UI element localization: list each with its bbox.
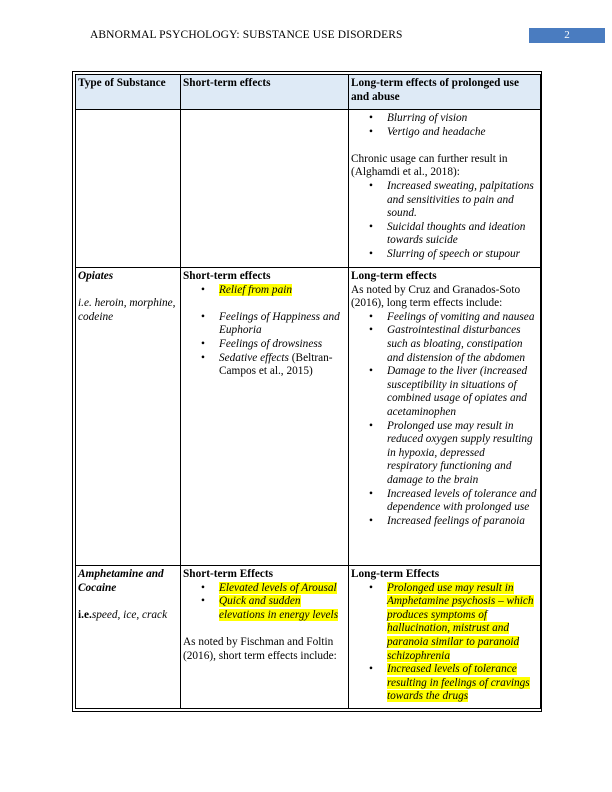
substance-cell-empty [76, 110, 181, 268]
examples-list: speed, ice, crack [91, 608, 168, 621]
short-term-note: As noted by Fischman and Foltin (2016), short term effects include: [183, 635, 337, 662]
sedative-effects-label: Sedative effects [219, 351, 289, 364]
list-item: • Increased feelings of paranoia [387, 515, 538, 529]
list-item [219, 595, 346, 622]
chronic-usage-text: Chronic usage can further result in (Alghamdi et al., 2018): [351, 152, 508, 179]
substance-name: Opiates [78, 270, 114, 282]
long-term-heading: Long-term effects [351, 270, 437, 282]
list-item: • Feelings of drowsiness [219, 338, 346, 352]
highlighted-text: Elevated levels of Arousal [219, 581, 337, 594]
substance-cell-amphetamine [76, 566, 181, 709]
highlighted-text: Quick and sudden elevations in energy levels [219, 595, 339, 621]
running-head: ABNORMAL PSYCHOLOGY: SUBSTANCE USE DISORDERS [90, 29, 403, 41]
list-item: • Increased sweating, palpitations and sensitivities to pain and sound. [387, 180, 538, 221]
list-item: • Damage to the liver (increased susceptibility in situations of combined usage of opiates and acetaminophen [387, 365, 538, 419]
list-item: • Slurring of speech or stupour [387, 248, 538, 262]
list-item: • Blurring of vision [387, 112, 538, 126]
long-term-cell-continued [349, 110, 541, 268]
list-item: • Gastrointestinal disturbances such as bloating, constipation and distension of the abdomen [387, 324, 538, 365]
table-row-continued [76, 110, 541, 268]
long-term-cell-opiates [349, 268, 541, 566]
column-header-substance: Type of Substance [76, 75, 181, 110]
short-term-heading: Short-term Effects [183, 568, 274, 580]
list-item [387, 663, 538, 704]
long-term-cell-amphetamine [349, 566, 541, 709]
long-term-heading: Long-term Effects [351, 568, 440, 580]
substance-cell-opiates [76, 268, 181, 566]
page-number: 2 [529, 28, 605, 43]
list-item: • Feelings of Happiness and Euphoria [219, 311, 346, 338]
list-item: • Vertigo and headache [387, 126, 538, 140]
short-term-cell-opiates [181, 268, 349, 566]
column-header-long-term: Long-term effects of prolonged use and abuse [349, 75, 541, 110]
table-header-row [76, 75, 541, 110]
examples-prefix: i.e. [78, 608, 92, 621]
short-term-cell-amphetamine [181, 566, 349, 709]
substance-examples [78, 609, 178, 623]
list-item [387, 582, 538, 664]
list-item: • Suicidal thoughts and ideation towards suicide [387, 221, 538, 248]
short-term-cell-empty [181, 110, 349, 268]
citation: (Beltran-Campos et al., 2015) [219, 351, 333, 378]
column-header-short-term: Short-term effects [181, 75, 349, 110]
list-item: • Feelings of vomiting and nausea [387, 311, 538, 325]
table-row-amphetamine [76, 566, 541, 709]
substance-examples: i.e. heroin, morphine, codeine [78, 297, 176, 323]
highlighted-text: Prolonged use may result in Amphetamine psychosis – which produces symptoms of hallucination, mistrust and paranoia similar to paranoid schizophrenia [387, 581, 534, 662]
table-row-opiates [76, 268, 541, 566]
highlighted-text: Relief from pain [219, 283, 292, 296]
list-item: • Prolonged use may result in reduced oxygen supply resulting in hypoxia, depressed respiratory functioning and damage to the brain [387, 420, 538, 488]
long-term-intro: As noted by Cruz and Granados-Soto (2016), long term effects include: [351, 283, 521, 310]
substance-name: Amphetamine and Cocaine [78, 568, 164, 594]
list-item [219, 582, 346, 596]
list-item: • Increased levels of tolerance and dependence with prolonged use [387, 488, 538, 515]
list-item [219, 352, 346, 379]
short-term-heading: Short-term effects [183, 270, 271, 282]
list-item [219, 284, 346, 298]
highlighted-text: Increased levels of tolerance resulting in feelings of cravings towards the drugs [387, 663, 530, 703]
substance-table [75, 74, 541, 709]
